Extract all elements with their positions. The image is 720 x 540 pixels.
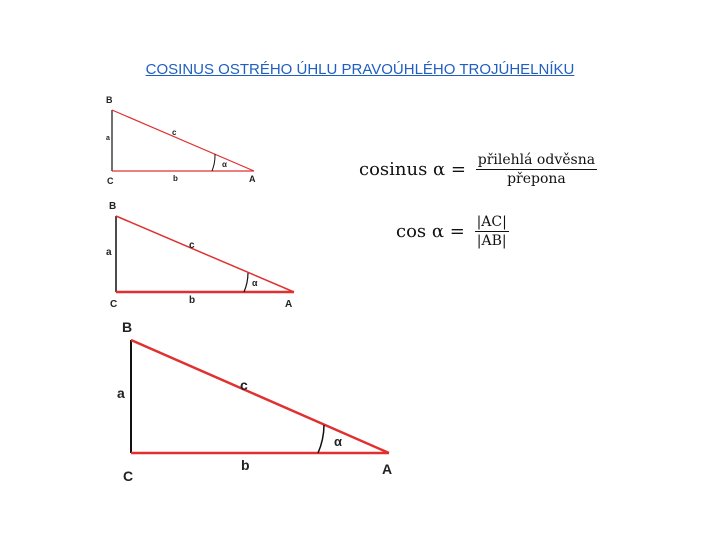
- side-b-large: b: [241, 457, 250, 473]
- page-title: COSINUS OSTRÉHO ÚHLU PRAVOÚHLÉHO TROJÚHELNÍKU: [145, 61, 575, 78]
- hypotenuse-c-large: [131, 340, 389, 453]
- vertex-C-small: C: [107, 176, 114, 186]
- formula-cos-ratio: [396, 214, 509, 249]
- formula1-fraction: [476, 152, 597, 187]
- formula2-numerator: |AC|: [476, 214, 507, 230]
- formula-cosinus-words: [359, 152, 597, 187]
- triangle-small: [106, 95, 256, 186]
- formula2-denominator: |AB|: [476, 233, 507, 249]
- triangle-large: [117, 319, 392, 484]
- side-b-medium: b: [189, 295, 196, 306]
- formula2-fraction: [475, 214, 509, 249]
- angle-arc-medium: [244, 273, 248, 292]
- angle-alpha-medium: α: [252, 278, 258, 288]
- side-b-small: b: [173, 174, 178, 183]
- angle-arc-small: [212, 154, 215, 171]
- formula1-lhs: cosinus α =: [359, 159, 467, 180]
- side-a-medium: a: [106, 247, 112, 258]
- vertex-B-small: B: [106, 95, 113, 105]
- formula1-denominator: přepona: [507, 171, 566, 187]
- formula1-numerator: přilehlá odvěsna: [477, 152, 596, 168]
- formula2-lhs: cos α =: [396, 221, 465, 242]
- vertex-B-large: B: [122, 319, 133, 335]
- vertex-A-medium: A: [285, 299, 293, 310]
- vertex-C-medium: C: [110, 299, 118, 310]
- triangle-medium: [106, 201, 294, 310]
- side-c-large: c: [240, 377, 248, 393]
- hypotenuse-c-small: [112, 110, 254, 171]
- side-a-large: a: [117, 385, 125, 401]
- vertex-A-large: A: [382, 461, 393, 477]
- vertex-C-large: C: [123, 468, 134, 484]
- vertex-A-small: A: [249, 174, 256, 184]
- side-c-small: c: [172, 128, 177, 137]
- hypotenuse-c-medium: [116, 216, 294, 292]
- side-a-small: a: [106, 135, 110, 142]
- angle-arc-large: [318, 425, 324, 453]
- side-c-medium: c: [189, 240, 195, 251]
- angle-alpha-small: α: [222, 160, 227, 169]
- vertex-B-medium: B: [109, 201, 117, 212]
- angle-alpha-large: α: [334, 434, 342, 449]
